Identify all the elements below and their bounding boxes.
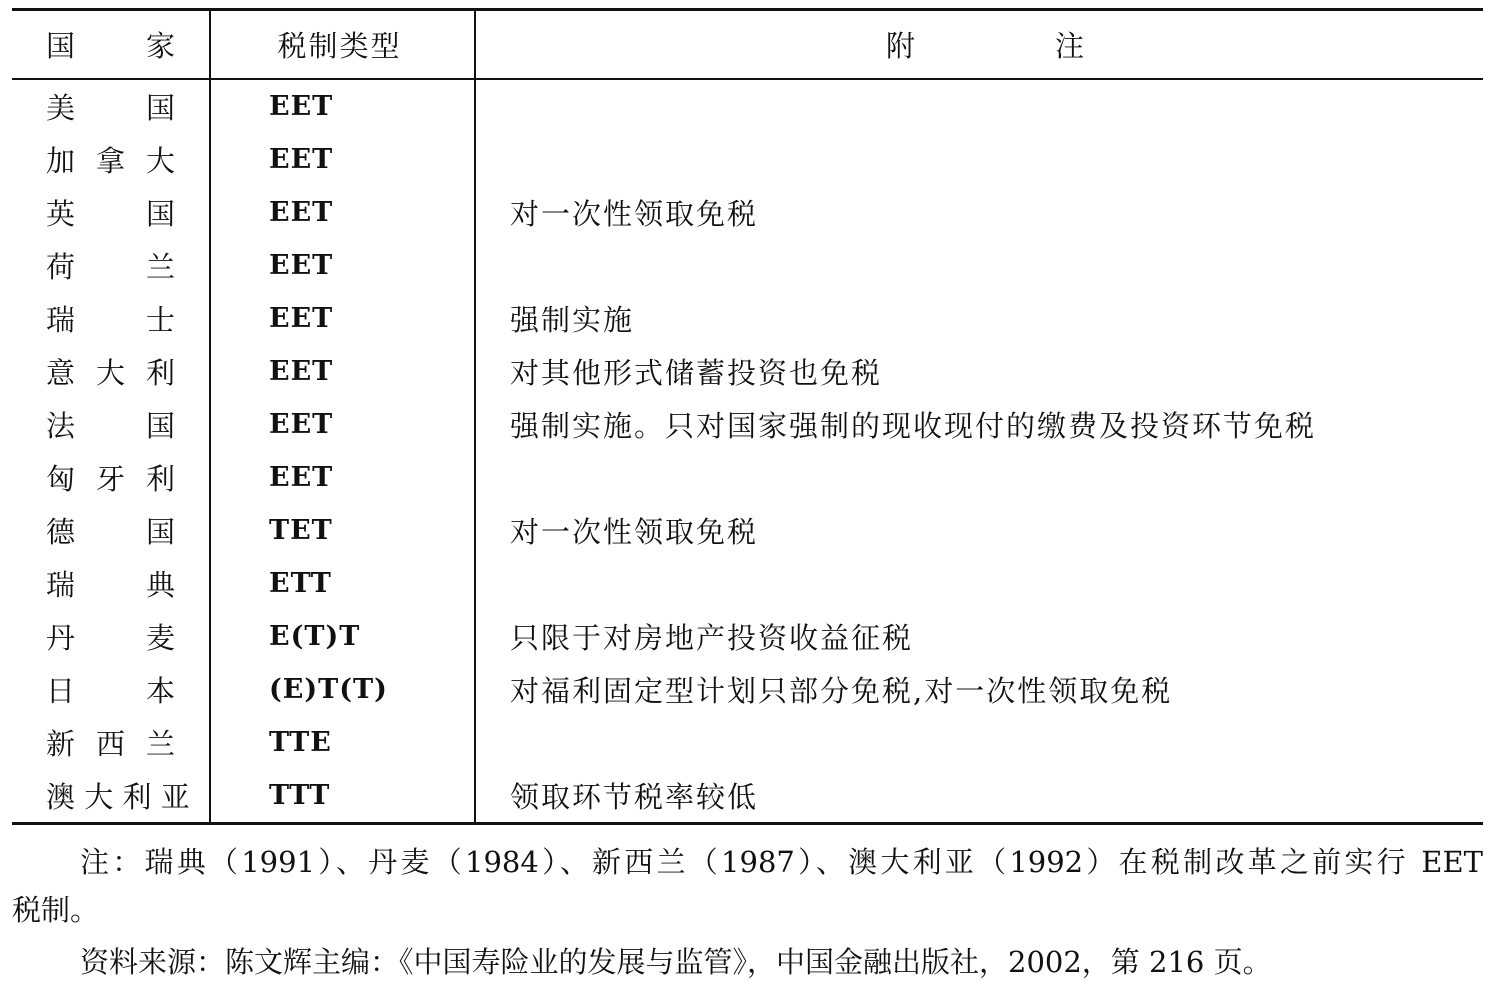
country-char: 国	[145, 409, 175, 443]
country-char: 美	[46, 91, 106, 125]
country-cell	[12, 769, 210, 824]
country-char: 典	[145, 568, 175, 602]
table-row	[12, 504, 1483, 557]
country-char: 英	[46, 197, 106, 231]
remark-cell	[475, 79, 1483, 133]
country-cell	[12, 716, 210, 769]
remark-cell	[475, 133, 1483, 186]
remark-cell: 对其他形式储蓄投资也免税	[510, 356, 883, 390]
table-row	[12, 186, 1483, 239]
country-char: 加	[46, 144, 81, 178]
tax-type-cell: EET	[210, 398, 475, 451]
remark-cell	[475, 716, 1483, 769]
table-row	[12, 292, 1483, 345]
table-row	[12, 610, 1483, 663]
tax-type-cell: TET	[210, 504, 475, 557]
country-char: 澳	[46, 780, 76, 814]
data-source: 资料来源：陈文辉主编：《中国寿险业的发展与监管》，中国金融出版社，2002，第 216 页。	[80, 945, 1272, 979]
remark-cell	[475, 557, 1483, 610]
country-cell	[12, 451, 210, 504]
table-row	[12, 557, 1483, 610]
country-char: 士	[145, 303, 175, 337]
header-remark-char-2: 注	[1055, 29, 1085, 63]
tax-type-cell: E(T)T	[210, 610, 475, 663]
table-row	[12, 769, 1483, 824]
country-char: 荷	[46, 250, 106, 284]
tax-type-cell: ETT	[210, 557, 475, 610]
header-remark-char-1: 附	[886, 29, 916, 63]
country-cell	[12, 345, 210, 398]
tax-type-cell: (E)T(T)	[210, 663, 475, 716]
tax-type-cell: EET	[210, 79, 475, 133]
country-cell	[12, 398, 210, 451]
country-char: 新	[46, 727, 81, 761]
remark-cell: 强制实施	[510, 303, 635, 337]
tax-regime-table-container	[12, 8, 1483, 825]
tax-type-cell: EET	[210, 345, 475, 398]
table-note: 注：瑞典（1991）、丹麦（1984）、新西兰（1987）、澳大利亚（1992）在税制改革之前实行 EET	[80, 845, 1483, 879]
remark-cell: 强制实施。只对国家强制的现收现付的缴费及投资环节免税	[510, 409, 1317, 443]
country-char: 日	[46, 674, 106, 708]
tax-type-cell: TTE	[210, 716, 475, 769]
tax-type-cell: EET	[210, 133, 475, 186]
country-char: 利	[146, 462, 176, 496]
table-row	[12, 716, 1483, 769]
tax-type-cell: TTT	[210, 769, 475, 824]
country-char: 大	[146, 144, 176, 178]
country-cell	[12, 663, 210, 716]
country-cell	[12, 610, 210, 663]
header-remark	[475, 10, 1483, 80]
country-char: 利	[122, 780, 152, 814]
country-char: 利	[146, 356, 176, 390]
country-char: 大	[96, 356, 131, 390]
table-body	[12, 79, 1483, 824]
country-char: 法	[46, 409, 106, 443]
country-char: 瑞	[46, 303, 106, 337]
country-char: 拿	[96, 144, 131, 178]
table-row	[12, 345, 1483, 398]
remark-cell: 领取环节税率较低	[510, 780, 759, 814]
remark-cell	[475, 239, 1483, 292]
tax-type-cell: EET	[210, 239, 475, 292]
country-cell	[12, 239, 210, 292]
country-char: 丹	[46, 621, 106, 655]
country-char: 匈	[46, 462, 81, 496]
table-row	[12, 133, 1483, 186]
country-char: 牙	[96, 462, 131, 496]
remark-cell: 对一次性领取免税	[510, 197, 759, 231]
tax-regime-table	[12, 8, 1483, 825]
table-header-row	[12, 10, 1483, 80]
country-cell	[12, 79, 210, 133]
country-cell	[12, 504, 210, 557]
remark-cell: 对一次性领取免税	[510, 515, 759, 549]
remark-cell: 只限于对房地产投资收益征税	[510, 621, 914, 655]
notes-section	[12, 838, 1483, 986]
country-char: 大	[84, 780, 114, 814]
country-char: 国	[145, 515, 175, 549]
country-cell	[12, 186, 210, 239]
header-country	[12, 10, 210, 80]
country-char: 麦	[145, 621, 175, 655]
country-cell	[12, 292, 210, 345]
country-char: 亚	[160, 780, 190, 814]
header-tax-type: 税制类型	[210, 10, 475, 80]
country-char: 国	[145, 197, 175, 231]
country-char: 西	[96, 727, 131, 761]
tax-type-cell: EET	[210, 186, 475, 239]
table-row	[12, 663, 1483, 716]
table-row	[12, 451, 1483, 504]
remark-cell: 对福利固定型计划只部分免税,对一次性领取免税	[510, 674, 1173, 708]
tax-type-cell: EET	[210, 292, 475, 345]
table-note-continuation: 税制。	[12, 893, 100, 927]
table-row	[12, 398, 1483, 451]
country-char: 德	[46, 515, 106, 549]
tax-type-cell: EET	[210, 451, 475, 504]
header-country-char-2: 家	[145, 29, 175, 63]
country-char: 兰	[145, 250, 175, 284]
header-country-char-1: 国	[46, 29, 106, 63]
country-char: 本	[145, 674, 175, 708]
country-char: 瑞	[46, 568, 106, 602]
table-row	[12, 239, 1483, 292]
table-row	[12, 79, 1483, 133]
country-cell	[12, 133, 210, 186]
country-char: 兰	[146, 727, 176, 761]
country-cell	[12, 557, 210, 610]
country-char: 国	[145, 91, 175, 125]
country-char: 意	[46, 356, 81, 390]
remark-cell	[475, 451, 1483, 504]
